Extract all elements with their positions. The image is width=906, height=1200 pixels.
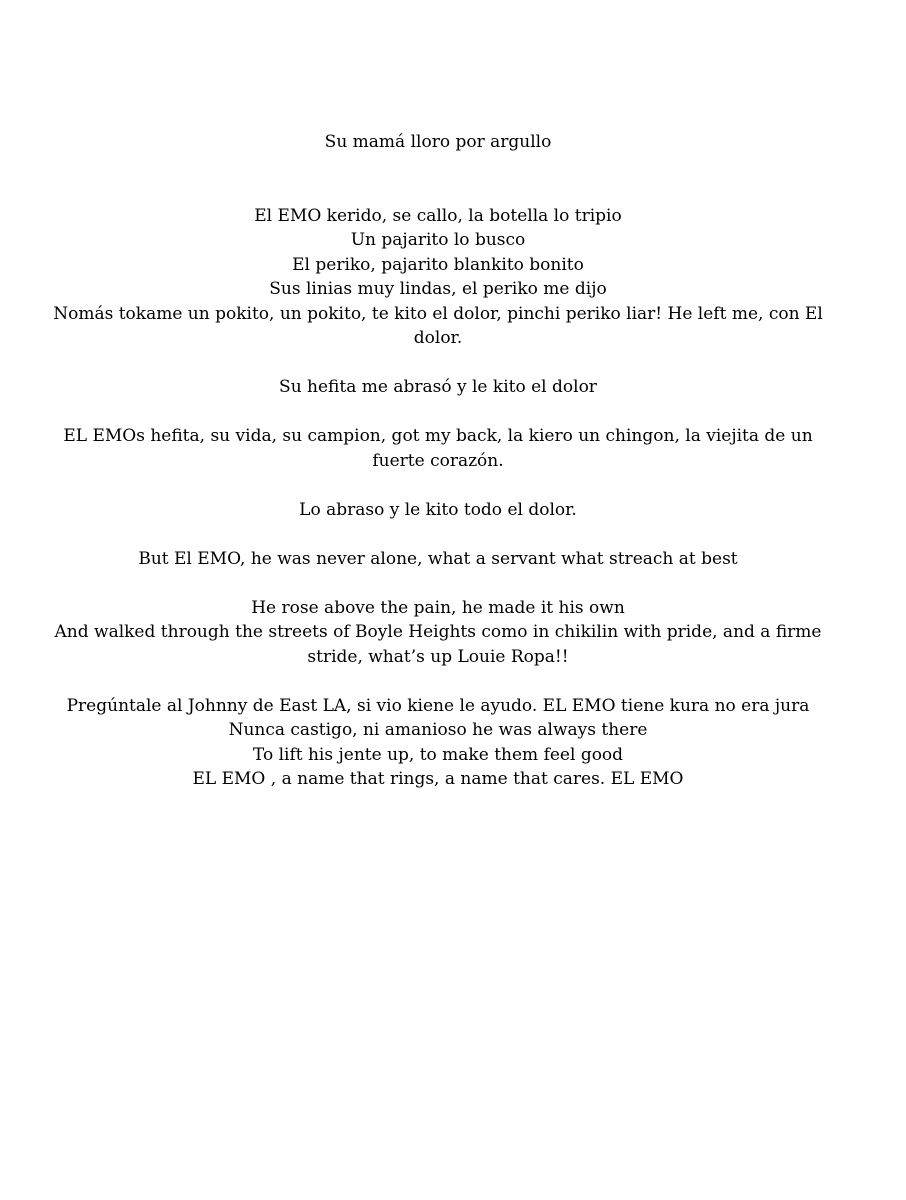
stanza-gap	[40, 155, 836, 204]
poem-line: EL EMOs hefita, su vida, su campion, got my back, la kiero un chingon, la viejita de un fuerte corazón.	[63, 426, 819, 471]
poem-line: And walked through the streets of Boyle Heights como in chikilin with pride, and a firme stride, what’s up Louie Ropa!!	[54, 622, 827, 667]
stanza-gap	[40, 522, 836, 547]
poem-line: Su mamá lloro por argullo	[324, 132, 552, 152]
poem-line: Un pajarito lo busco	[350, 230, 526, 250]
poem-line: Nunca castigo, ni amanioso he was always there	[228, 720, 648, 740]
stanza-gap	[40, 400, 836, 425]
poem-line: EL EMO , a name that rings, a name that cares. EL EMO	[192, 769, 684, 789]
poem-line: El periko, pajarito blankito bonito	[292, 254, 584, 275]
poem-line: Nomás tokame un pokito, un pokito, te kito el dolor, pinchi periko liar! He left me, con El dolor.	[53, 303, 829, 348]
poem-line: Pregúntale al Johnny de East LA, si vio kiene le ayudo. EL EMO tiene kura no era jura	[66, 695, 810, 716]
stanza-gap	[40, 571, 836, 596]
stanza-gap	[40, 473, 836, 498]
stanza-gap	[40, 351, 836, 376]
stanza-gap	[40, 669, 836, 694]
poem-body	[40, 130, 836, 792]
poem-line: Sus linias muy lindas, el periko me dijo	[269, 279, 607, 299]
poem-line: He rose above the pain, he made it his own	[251, 597, 625, 618]
poem-line: Su hefita me abrasó y le kito el dolor	[279, 377, 597, 397]
poem-line: Lo abraso y le kito todo el dolor.	[299, 499, 577, 520]
poem-line: El EMO kerido, se callo, la botella lo tripio	[254, 205, 622, 226]
poem-line: To lift his jente up, to make them feel good	[252, 744, 624, 765]
poem-line: But El EMO, he was never alone, what a servant what streach at best	[138, 548, 738, 569]
